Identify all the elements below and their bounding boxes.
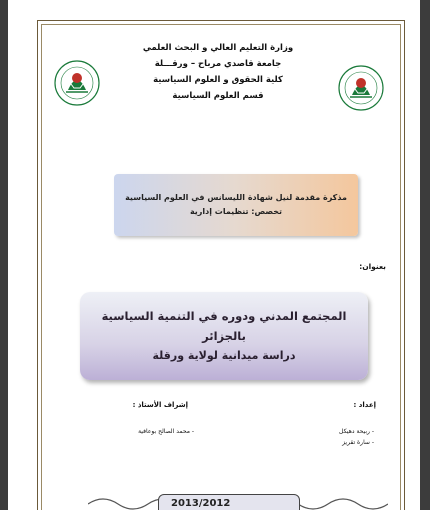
thesis-title-box (80, 292, 368, 380)
prepared-by-label: إعداد : (353, 401, 376, 409)
faculty-name: كلية الحقوق و العلوم السياسية (153, 75, 283, 85)
academic-year: 2013/2012 (171, 498, 231, 509)
university-name: جامعة قاصدي مرباح – ورقـــلة (154, 59, 282, 69)
university-logo-right (338, 65, 384, 111)
supervisor-name: - محمد الصالح بوعافية (138, 428, 194, 435)
student-name-2: - سارة تقريز (342, 439, 374, 446)
document-page (8, 0, 420, 510)
memo-line-2: تخصص: تنظيمات إدارية (189, 207, 283, 216)
institution-header (128, 42, 308, 106)
thesis-title-line-1: المجتمع المدني ودوره في التنمية السياسية بالجزائر (101, 309, 347, 343)
thesis-title-line-2: دراسة ميدانية لولاية ورقلة (152, 349, 296, 362)
memo-description-box (114, 174, 358, 236)
ministry-name: وزارة التعليم العالي و البحث العلمي (142, 43, 294, 53)
academic-year-box (158, 494, 300, 510)
memo-line-1: مذكرة مقدمة لنيل شهادة الليسانس في العلوم السياسية (125, 193, 347, 202)
student-name-1: - ربيحة دهيكل (339, 428, 374, 435)
supervisor-label: إشراف الأستاذ : (132, 401, 188, 409)
department-name: قسم العلوم السياسية (172, 91, 264, 101)
university-logo-left (54, 60, 100, 106)
title-label: بعنوان: (359, 262, 386, 271)
